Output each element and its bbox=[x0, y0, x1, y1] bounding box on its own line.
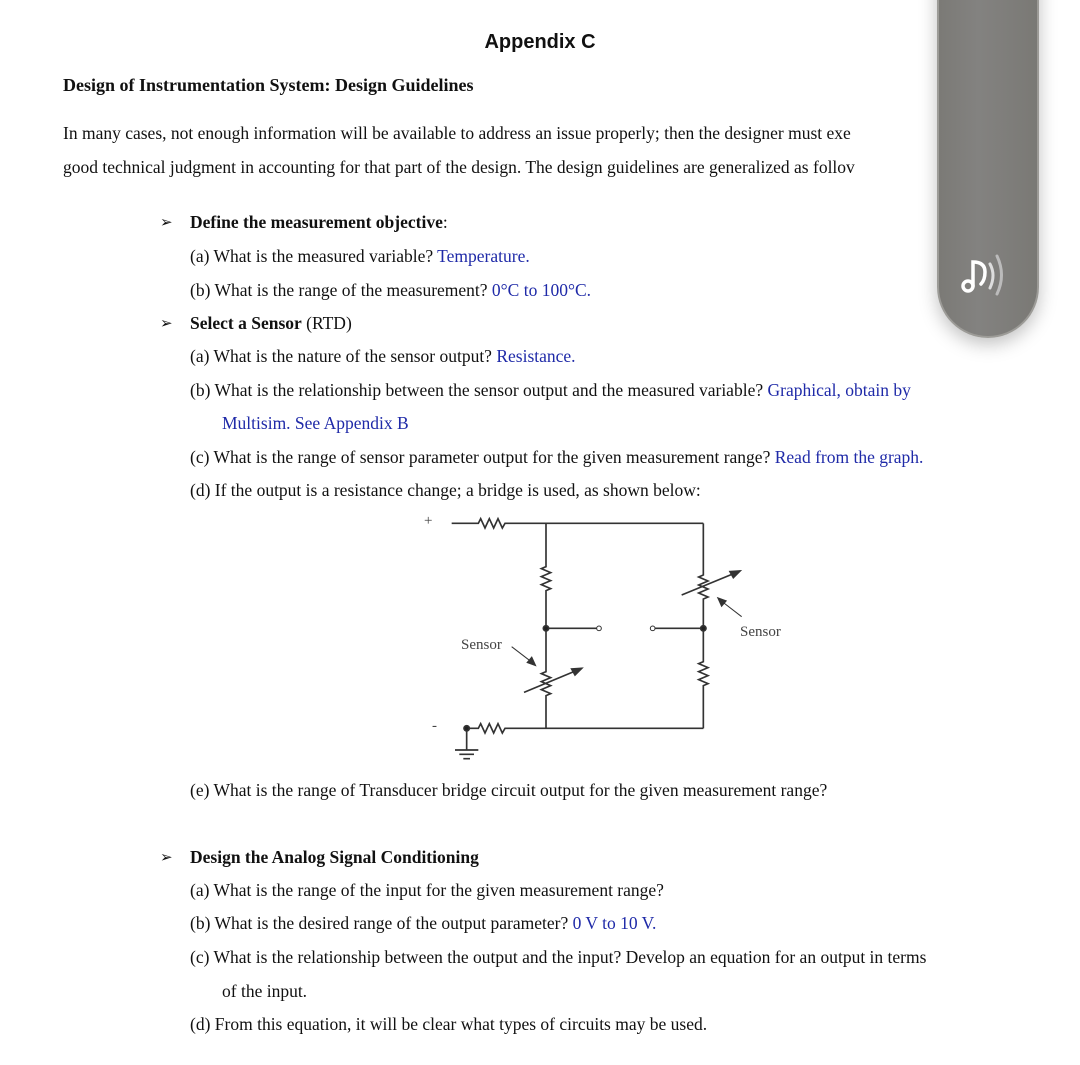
intro-line-1: In many cases, not enough information will be available to address an issue properly; then the designer must exe bbox=[63, 123, 851, 143]
page-title: Appendix C bbox=[484, 31, 596, 53]
bullet-arrow-icon: ➢ bbox=[160, 316, 173, 332]
question-2e: (e) What is the range of Transducer bridge circuit output for the given measurement range? bbox=[190, 780, 828, 800]
question-2b: (b) What is the relationship between the sensor output and the measured variable? Graphical, obtain by bbox=[190, 380, 911, 400]
bullet-arrow-icon: ➢ bbox=[160, 850, 173, 866]
bottom-wire bbox=[465, 724, 703, 733]
ground bbox=[455, 728, 478, 758]
sensor-label-left: Sensor bbox=[461, 637, 502, 653]
top-wire bbox=[452, 519, 704, 528]
read-aloud-icon bbox=[959, 250, 1019, 300]
step-analog-conditioning: Design the Analog Signal Conditioning bbox=[190, 847, 479, 867]
question-2c: (c) What is the range of sensor parameter output for the given measurement range? Read from the graph. bbox=[190, 447, 924, 467]
plus-terminal: + bbox=[424, 513, 433, 529]
section-heading: Design of Instrumentation System: Design Guidelines bbox=[63, 75, 474, 95]
bridge-circuit-diagram bbox=[410, 505, 810, 770]
question-2b-cont: Multisim. See Appendix B bbox=[222, 413, 409, 433]
read-aloud-button[interactable] bbox=[937, 0, 1039, 338]
question-3b: (b) What is the desired range of the output parameter? 0 V to 10 V. bbox=[190, 913, 657, 933]
bullet-arrow-icon: ➢ bbox=[160, 215, 173, 231]
question-3c-cont: of the input. bbox=[222, 981, 308, 1001]
minus-terminal: - bbox=[432, 718, 437, 734]
step-define-objective: Define the measurement objective: bbox=[190, 212, 448, 232]
step-select-sensor: Select a Sensor (RTD) bbox=[190, 313, 352, 333]
question-3c: (c) What is the relationship between the output and the input? Develop an equation for an output in terms bbox=[190, 947, 927, 967]
question-2d: (d) If the output is a resistance change; a bridge is used, as shown below: bbox=[190, 480, 701, 500]
question-1b: (b) What is the range of the measurement? 0°C to 100°C. bbox=[190, 280, 592, 300]
intro-line-2: good technical judgment in accounting for that part of the design. The design guidelines are generalized as follov bbox=[63, 157, 855, 177]
question-2a: (a) What is the nature of the sensor output? Resistance. bbox=[190, 346, 576, 366]
sensor-label-right: Sensor bbox=[740, 624, 781, 640]
question-3a: (a) What is the range of the input for the given measurement range? bbox=[190, 880, 664, 900]
question-1a: (a) What is the measured variable? Temperature. bbox=[190, 246, 530, 266]
question-3d: (d) From this equation, it will be clear what types of circuits may be used. bbox=[190, 1014, 708, 1034]
